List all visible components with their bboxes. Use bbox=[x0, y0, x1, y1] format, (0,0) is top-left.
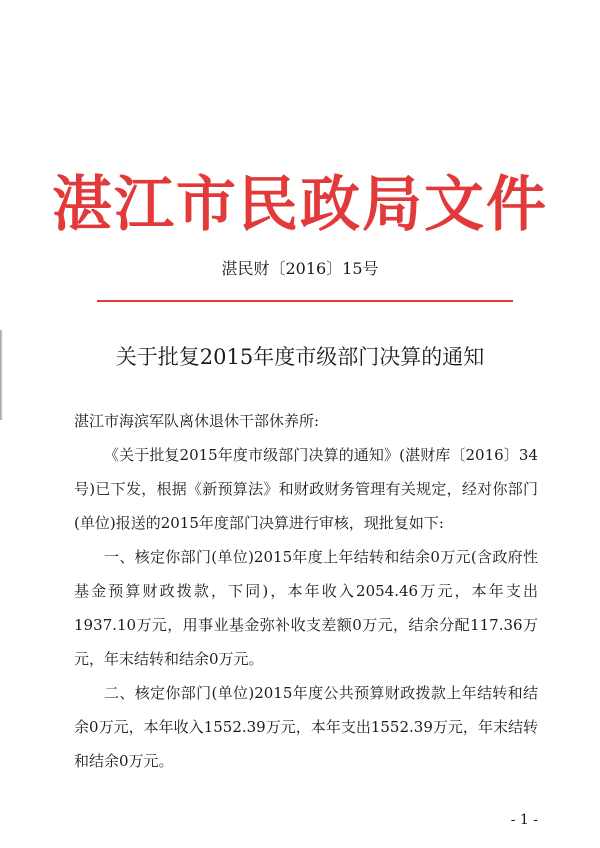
paragraph-item-1: 一、核定你部门(单位)2015年度上年结转和结余0万元(含政府性基金预算财政拨款，下同)，本年收入2054.46万元，本年支出1937.10万元，用事业基金弥补收支差额0万元，结余分配117.36万元，年末结转和结余0万元。 bbox=[74, 548, 538, 668]
red-divider bbox=[97, 300, 513, 302]
paragraph-item-2: 二、核定你部门(单位)2015年度公共预算财政拨款上年结转和结余0万元，本年收入1552.39万元，本年支出1552.39万元，年末结转和结余0万元。 bbox=[74, 684, 538, 770]
notice-body bbox=[74, 404, 538, 778]
document-number: 湛民财〔2016〕15号 bbox=[221, 259, 379, 278]
org-header-title: 湛江市民政局文件 bbox=[52, 170, 548, 240]
notice-title: 关于批复2015年度市级部门决算的通知 bbox=[115, 345, 485, 369]
addressee: 湛江市海滨军队离休退休干部休养所: bbox=[74, 412, 320, 430]
page-number: - 1 - bbox=[510, 812, 538, 828]
paragraph-intro: 《关于批复2015年度市级部门决算的通知》(湛财库〔2016〕34号)已下发，根据《新预算法》和财政财务管理有关规定，经对你部门(单位)报送的2015年度部门决算进行审核，现批复如下: bbox=[74, 446, 538, 532]
